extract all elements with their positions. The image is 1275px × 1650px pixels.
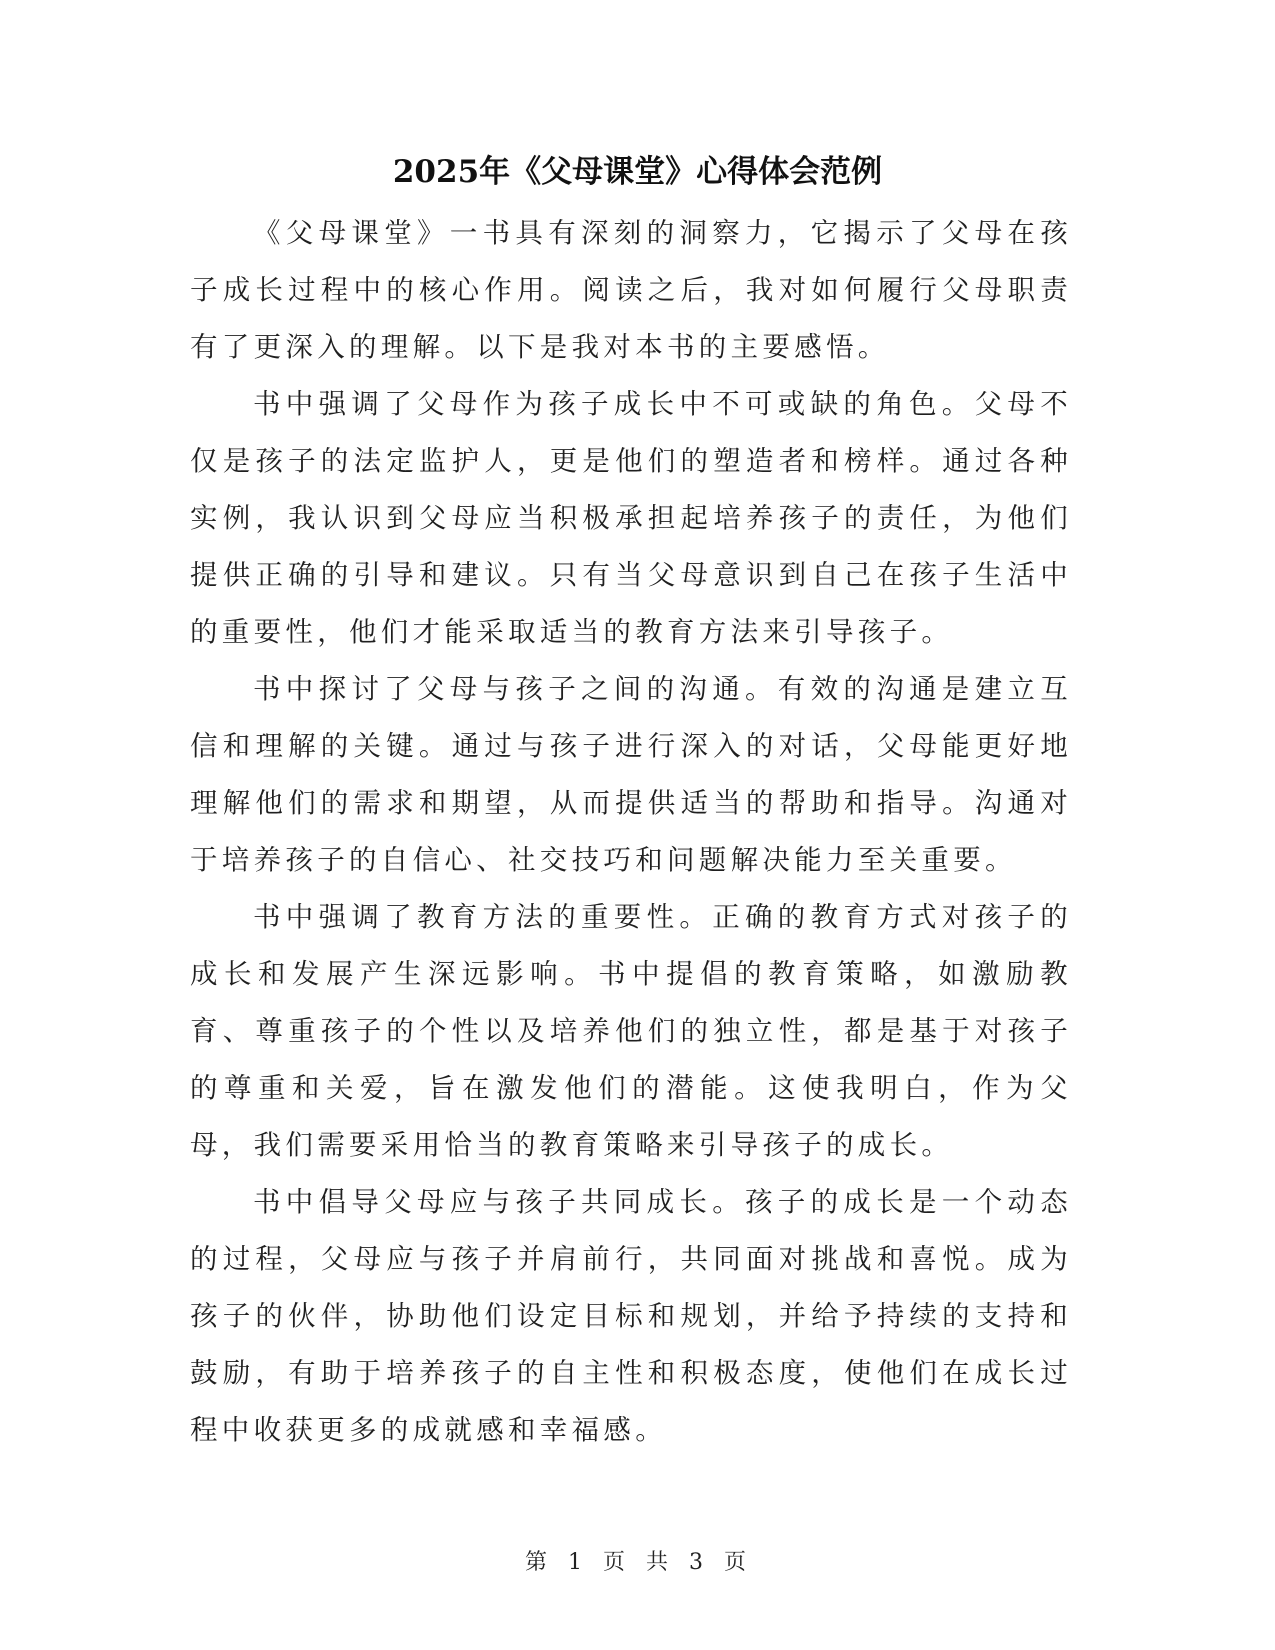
page-number-footer: 第 1 页 共 3 页	[525, 1550, 750, 1575]
document-body	[190, 205, 1072, 1459]
paragraph-parent-role: 书中强调了父母作为孩子成长中不可或缺的角色。父母不仅是孩子的法定监护人，更是他们的塑造者和榜样。通过各种实例，我认识到父母应当积极承担起培养孩子的责任，为他们提供正确的引导和建议。只有当父母意识到自己在孩子生活中的重要性，他们才能采取适当的教育方法来引导孩子。	[190, 388, 1072, 648]
paragraph-intro: 《父母课堂》一书具有深刻的洞察力，它揭示了父母在孩子成长过程中的核心作用。阅读之后，我对如何履行父母职责有了更深入的理解。以下是我对本书的主要感悟。	[190, 217, 1072, 363]
paragraph-education-methods: 书中强调了教育方法的重要性。正确的教育方式对孩子的成长和发展产生深远影响。书中提倡的教育策略，如激励教育、尊重孩子的个性以及培养他们的独立性，都是基于对孩子的尊重和关爱，旨在激发他们的潜能。这使我明白，作为父母，我们需要采用恰当的教育策略来引导孩子的成长。	[190, 901, 1072, 1161]
document-title: 2025年《父母课堂》心得体会范例	[392, 154, 883, 190]
paragraph-grow-together: 书中倡导父母应与孩子共同成长。孩子的成长是一个动态的过程，父母应与孩子并肩前行，共同面对挑战和喜悦。成为孩子的伙伴，协助他们设定目标和规划，并给予持续的支持和鼓励，有助于培养孩子的自主性和积极态度，使他们在成长过程中收获更多的成就感和幸福感。	[190, 1186, 1072, 1446]
paragraph-communication: 书中探讨了父母与孩子之间的沟通。有效的沟通是建立互信和理解的关键。通过与孩子进行深入的对话，父母能更好地理解他们的需求和期望，从而提供适当的帮助和指导。沟通对于培养孩子的自信心、社交技巧和问题解决能力至关重要。	[190, 673, 1072, 876]
